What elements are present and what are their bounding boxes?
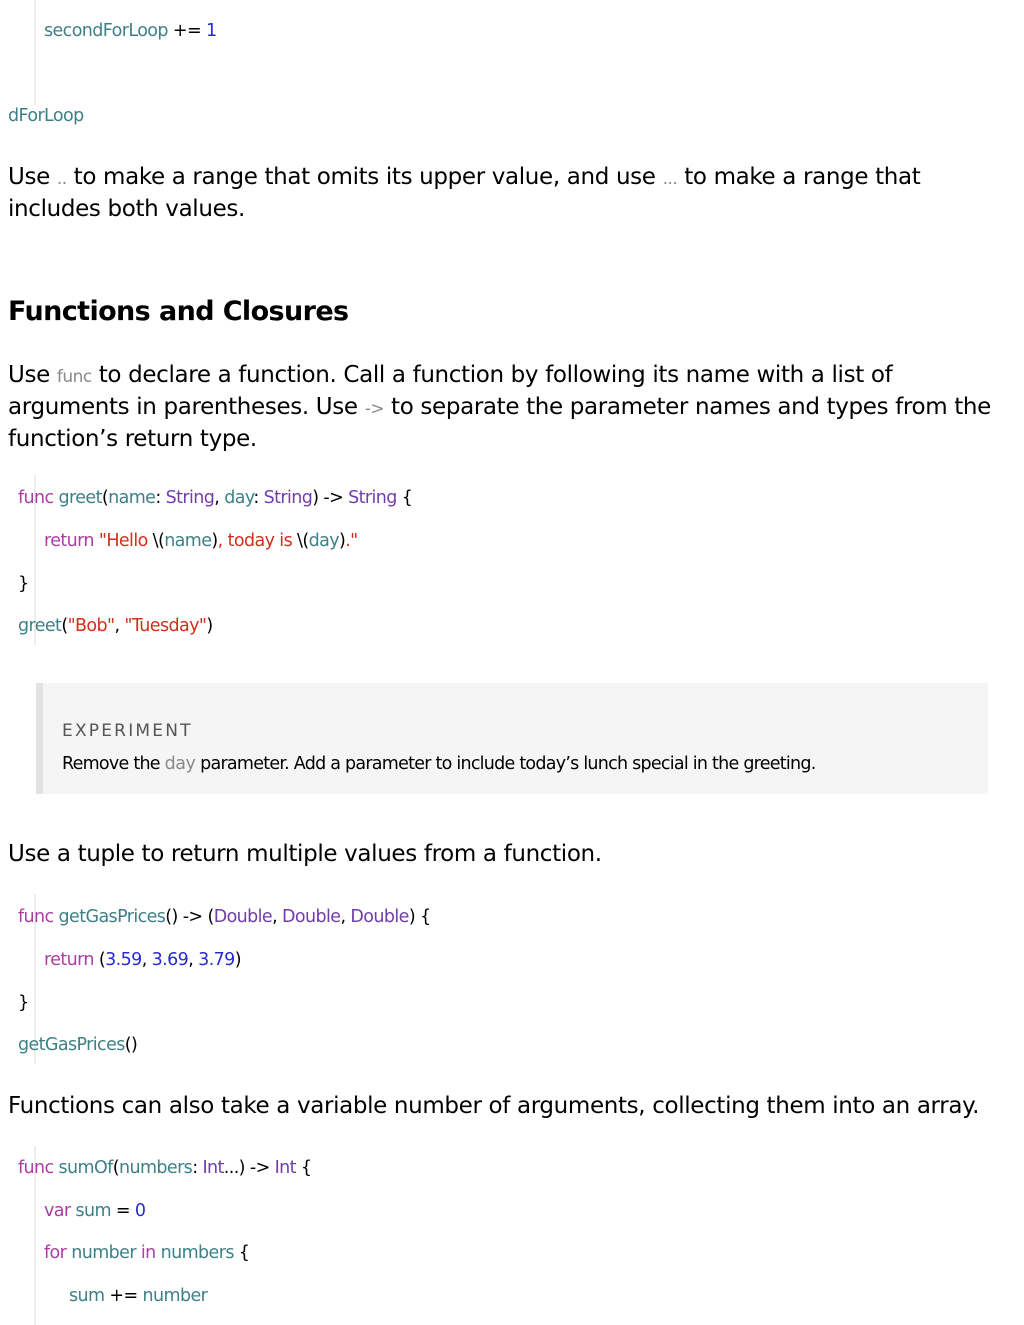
code-line xyxy=(18,991,29,1015)
code-keyword: func xyxy=(18,1158,54,1178)
code-identifier: dForLoop xyxy=(8,106,84,126)
code-punct: , xyxy=(141,950,152,970)
code-line xyxy=(44,1241,249,1265)
code-punct: \( xyxy=(297,531,309,551)
experiment-title: EXPERIMENT xyxy=(62,721,193,741)
code-punct: } xyxy=(18,574,29,594)
code-type: String xyxy=(165,488,215,508)
code-identifier: sumOf xyxy=(53,1158,113,1178)
code-line xyxy=(69,1284,207,1308)
code-punct: , xyxy=(114,616,125,636)
section-title: Functions and Closures xyxy=(8,296,349,327)
code-identifier: getGasPrices xyxy=(18,1035,125,1055)
code-punct: ( xyxy=(93,950,106,970)
inline-code: -> xyxy=(364,399,385,419)
text: Use xyxy=(8,164,57,190)
code-line xyxy=(18,1033,137,1057)
code-punct: : xyxy=(192,1158,203,1178)
code-punct: () -> ( xyxy=(165,907,214,927)
code-operator: += xyxy=(167,21,206,41)
code-punct: ( xyxy=(112,1158,119,1178)
text: parameter. Add a parameter to include today’s lunch special in the greeting. xyxy=(195,754,816,774)
code-number: 3.59 xyxy=(105,950,142,970)
range-paragraph xyxy=(8,162,1008,224)
code-punct: ) -> xyxy=(312,488,349,508)
code-punct: { xyxy=(233,1243,250,1263)
code-identifier: numbers xyxy=(118,1158,193,1178)
text: to declare a function. Call a function by following its name with a list of arguments in parentheses. Use xyxy=(8,362,893,420)
inline-code: func xyxy=(56,367,92,387)
code-type: Double xyxy=(282,907,341,927)
code-keyword: for xyxy=(44,1243,67,1263)
code-line xyxy=(8,104,84,128)
code-punct: , xyxy=(188,950,199,970)
code-identifier: secondForLoop xyxy=(44,21,168,41)
code-line xyxy=(44,1199,145,1223)
code-type: Int xyxy=(202,1158,224,1178)
code-punct: ( xyxy=(61,616,68,636)
code-type: Double xyxy=(350,907,409,927)
code-identifier: day xyxy=(308,531,339,551)
code-string: "Tuesday" xyxy=(124,616,207,636)
experiment-text xyxy=(62,754,816,774)
variadic-paragraph: Functions can also take a variable number of arguments, collecting them into an array. xyxy=(8,1093,980,1119)
code-line xyxy=(44,19,217,43)
code-string: ." xyxy=(345,531,358,551)
code-line xyxy=(18,486,412,510)
code-identifier: name xyxy=(164,531,212,551)
code-punct: \( xyxy=(152,531,165,551)
code-identifier: greet xyxy=(18,616,62,636)
code-keyword: return xyxy=(44,531,94,551)
code-punct: ) xyxy=(234,950,241,970)
code-identifier: sum xyxy=(70,1201,111,1221)
func-paragraph xyxy=(8,360,1008,454)
inline-code: .. xyxy=(56,169,67,189)
code-keyword: var xyxy=(44,1201,71,1221)
code-punct: = xyxy=(110,1201,135,1221)
code-punct: ) { xyxy=(408,907,431,927)
code-type: Int xyxy=(274,1158,296,1178)
text: Remove the xyxy=(62,754,165,774)
experiment-callout xyxy=(36,683,988,794)
code-line xyxy=(18,1156,311,1180)
code-string: "Bob" xyxy=(67,616,115,636)
code-punct: ) xyxy=(338,531,346,551)
code-punct: : xyxy=(253,488,264,508)
code-punct: , xyxy=(272,907,283,927)
code-line xyxy=(18,572,29,596)
code-identifier: day xyxy=(224,488,254,508)
code-type: Double xyxy=(213,907,273,927)
code-number: 1 xyxy=(205,21,217,41)
code-punct: ) xyxy=(206,616,213,636)
code-punct: { xyxy=(295,1158,312,1178)
code-punct: += xyxy=(104,1286,143,1306)
code-punct: , xyxy=(214,488,225,508)
code-punct: ...) -> xyxy=(223,1158,275,1178)
code-identifier: number xyxy=(142,1286,208,1306)
code-type: String xyxy=(263,488,313,508)
code-line xyxy=(44,529,358,553)
code-punct: { xyxy=(396,488,413,508)
code-identifier: sum xyxy=(69,1286,105,1306)
text: Use xyxy=(8,362,57,388)
code-string: , today is xyxy=(217,531,298,551)
code-keyword: return xyxy=(44,950,94,970)
code-type: String xyxy=(348,488,397,508)
inline-code: day xyxy=(164,754,196,774)
code-keyword: func xyxy=(18,488,54,508)
code-line xyxy=(18,614,213,638)
code-block-gutter xyxy=(34,0,36,105)
code-punct: , xyxy=(340,907,351,927)
inline-code: ... xyxy=(662,169,678,189)
code-identifier: numbers xyxy=(155,1243,234,1263)
code-identifier: getGasPrices xyxy=(53,907,166,927)
text: to make a range that includes both values. xyxy=(8,164,921,222)
code-string: "Hello xyxy=(93,531,153,551)
code-line xyxy=(44,948,241,972)
code-punct: ) xyxy=(211,531,218,551)
tuple-paragraph: Use a tuple to return multiple values from a function. xyxy=(8,841,602,867)
code-keyword: in xyxy=(135,1243,156,1263)
code-punct: ( xyxy=(101,488,109,508)
code-identifier: number xyxy=(66,1243,136,1263)
code-punct: : xyxy=(155,488,166,508)
code-number: 3.69 xyxy=(151,950,189,970)
code-punct: } xyxy=(18,993,29,1013)
text: to make a range that omits its upper value, and use xyxy=(66,164,663,190)
code-identifier: greet xyxy=(58,488,102,508)
code-line xyxy=(18,905,431,929)
code-keyword: func xyxy=(18,907,54,927)
text: to separate the parameter names and types from the function’s return type. xyxy=(8,394,991,452)
code-number: 3.79 xyxy=(198,950,235,970)
code-number: 0 xyxy=(134,1201,146,1221)
code-identifier: name xyxy=(108,488,156,508)
code-punct: () xyxy=(124,1035,138,1055)
